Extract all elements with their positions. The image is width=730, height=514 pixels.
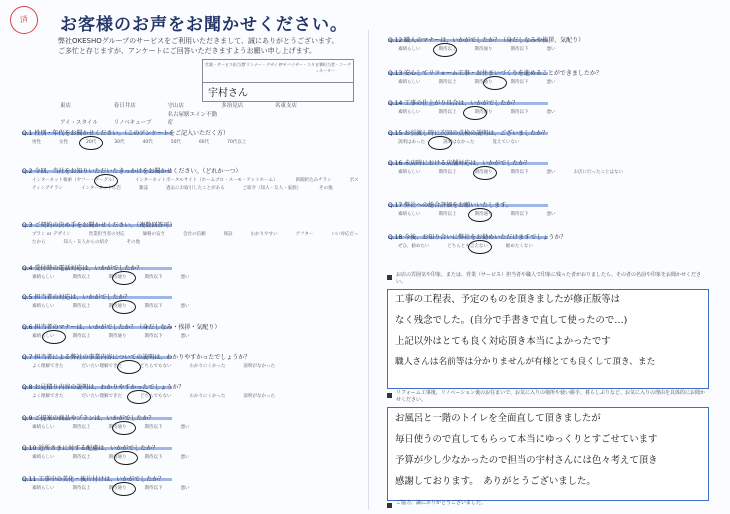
staff-label: 営業・サービス担当者 <box>205 62 245 67</box>
question-label: Q.6 担当者のマナーは、いかがでしたか？（身だしなみ・挨拶・気配り） <box>22 324 221 331</box>
handwritten-comment-2 <box>395 408 658 492</box>
comment-line: 感謝しております。 ありがとうございました。 <box>395 476 596 487</box>
question-label: Q.3 ご契約の決め手をお聞かせください。（複数回答可） <box>22 222 176 229</box>
answer-option[interactable]: 悪い <box>546 170 556 175</box>
answer-option[interactable]: 期待以下 <box>510 170 529 175</box>
handwritten-comment-1 <box>395 289 655 373</box>
answer-option[interactable]: 男性 <box>32 140 41 145</box>
answer-circle-mark <box>433 43 457 57</box>
bullet-marker <box>387 503 392 508</box>
completed-stamp: 済 <box>8 4 40 36</box>
answer-option[interactable]: 過去にお取引したことがある <box>166 186 225 191</box>
answer-option[interactable]: 期待以下 <box>144 304 163 309</box>
staff-label: プランナー・デザイナー <box>242 62 286 67</box>
question-label: Q.8 お見積り内容の説明は、わかりやすかったでしょうか？ <box>22 384 185 391</box>
answer-option[interactable]: 期待通り <box>474 47 493 52</box>
store-option[interactable]: アイ・スタイル <box>60 120 98 126</box>
answer-circle-mark <box>463 106 487 120</box>
question-label: Q.5 担当者の対応は、いかがでしたか？ <box>22 294 131 301</box>
handwritten-staff-name: 宇村さん <box>208 88 248 99</box>
answer-option[interactable]: ぜひ、勧めたい <box>398 244 430 249</box>
answer-option[interactable]: 会社の信頼 <box>183 232 206 237</box>
answer-option[interactable]: 期待以上 <box>72 486 91 491</box>
answer-circle-mark <box>473 166 497 180</box>
answer-options <box>32 363 293 371</box>
answer-option[interactable]: その他 <box>319 186 333 191</box>
answer-circle-mark <box>94 174 118 188</box>
intro-text <box>58 36 358 56</box>
comment-line: お風呂と一階のトイレを全面直して頂きましたが <box>395 413 601 424</box>
answer-option[interactable]: 説明はなかった <box>442 140 475 145</box>
answer-option[interactable]: 女性 <box>59 140 68 145</box>
comment-line: 上記以外はとても良く対応頂き本当によかったです <box>395 336 611 347</box>
answer-circle-mark <box>483 76 507 90</box>
answer-option[interactable]: 価格の安さ <box>142 232 166 237</box>
answer-option[interactable]: 期待以上 <box>438 80 457 85</box>
store-checklist <box>60 101 330 127</box>
answer-option[interactable]: 新聞折込みチラシ <box>295 178 332 183</box>
answer-option[interactable]: 説明はあった <box>398 140 425 145</box>
page-title: お客様のお声をお聞かせください。 <box>60 15 348 35</box>
answer-option[interactable]: 素晴らしい <box>398 47 421 52</box>
store-option[interactable]: 名古屋駅エイン不動産 <box>167 112 218 126</box>
intro-line-1: 弊社OKESHOグループのサービスをご利用いただきまして、誠にありがとうございます。 <box>58 37 339 45</box>
question-label: Q.2 今回、当社をお知りいただいたきっかけをお聞かせください。（どれか一つ） <box>22 168 242 175</box>
question-label: Q.12 職人のマナーは、いかがでしたか？（身だしなみや挨拶、気配り） <box>388 37 585 44</box>
answer-option[interactable]: 40代 <box>142 140 153 145</box>
answer-option[interactable]: 素晴らしい <box>32 275 55 280</box>
answer-option[interactable]: 知人・友人からの紹介 <box>63 240 109 245</box>
answer-option[interactable]: 70代以上 <box>227 140 247 145</box>
answer-option[interactable]: ポスティングチラシ <box>32 178 359 191</box>
answer-options <box>398 46 574 54</box>
answer-option[interactable]: その他 <box>126 240 140 245</box>
column-divider <box>368 30 369 510</box>
answer-option[interactable]: いい対応だったから <box>32 232 359 245</box>
answer-option[interactable]: インターネット検索（ヤフー・グーグル） <box>32 178 117 183</box>
answer-option[interactable]: 悪い <box>180 455 190 460</box>
question-label: Q.18 今後、お知り合いに弊社をお勧めいただけますでしょうか？ <box>388 234 567 241</box>
answer-circle-mark <box>127 390 151 404</box>
answer-circle-mark <box>468 208 492 222</box>
answer-option[interactable]: どちらとも言えない <box>447 244 488 249</box>
store-option[interactable]: リノベキューブ <box>113 120 152 126</box>
answer-option[interactable]: 期待以上 <box>72 304 91 309</box>
footer-thanks: ご協力、誠にありがとうございました。 <box>396 500 487 506</box>
question-label: Q.14 工事の仕上がり具合は、いかがでしたか？ <box>388 100 519 107</box>
answer-option[interactable]: お店に行ったことはない <box>573 170 623 175</box>
answer-option[interactable]: 悪い <box>180 304 190 309</box>
answer-option[interactable]: 期待以下 <box>144 425 163 430</box>
staff-label-row <box>202 59 354 83</box>
answer-option[interactable]: 素晴らしい <box>32 425 55 430</box>
answer-circle-mark <box>42 330 66 344</box>
bullet-marker <box>387 393 392 398</box>
question-label: Q.13 安心してリフォーム工事・お住まいづくりを進めることができましたか？ <box>388 70 602 77</box>
answer-option[interactable]: プラン or デザイン <box>32 232 71 237</box>
answer-option[interactable]: どちらでもない <box>140 364 172 369</box>
answer-circle-mark <box>112 271 136 285</box>
comment-line: 予算が少し少なかったので担当の宇村さんには色々考えて頂き <box>395 455 658 466</box>
question-label: Q.4 受付時の電話対応は、いかがでしたか？ <box>22 265 143 272</box>
answer-option[interactable]: 素晴らしい <box>398 110 421 115</box>
answer-option[interactable]: 期待通り <box>108 275 127 280</box>
answer-options <box>398 139 537 147</box>
store-option[interactable]: 名東支店 <box>275 103 298 109</box>
answer-option[interactable]: 期待通り <box>474 170 493 175</box>
answer-option[interactable]: 期待以下 <box>144 275 163 280</box>
answer-circle-mark <box>117 360 141 374</box>
staff-label: アドバイザー・スタッフ <box>279 62 323 67</box>
answer-option[interactable]: 説明がなかった <box>243 364 275 369</box>
answer-option[interactable]: 素晴らしい <box>398 212 421 217</box>
question-label: Q.16 未店時における店舗対応は、いかがでしたか？ <box>388 160 531 167</box>
answer-option[interactable]: 素晴らしい <box>398 170 421 175</box>
answer-option[interactable]: 悪い <box>180 275 190 280</box>
answer-option[interactable]: 素晴らしい <box>32 304 55 309</box>
question-label: Q.7 担当者による弊社の事業内容についての説明は、わかりやすかったでしょうか？ <box>22 354 251 361</box>
store-option[interactable]: 多治見店 <box>221 103 244 109</box>
answer-option[interactable]: 期待以上 <box>72 455 91 460</box>
answer-options <box>32 139 264 147</box>
staff-label: 工事担当者・コーディネーター <box>315 62 351 73</box>
store-option[interactable]: 東店 <box>60 103 72 109</box>
question-label: Q.10 近所さまに対する配慮は、いかがでしたか？ <box>22 445 159 452</box>
answer-options <box>398 169 641 177</box>
answer-option[interactable]: どちらでもない <box>140 394 172 399</box>
answer-option[interactable]: 期待通り <box>108 334 127 339</box>
answer-circle-mark <box>114 451 138 465</box>
answer-option[interactable]: 期待通り <box>108 486 127 491</box>
answer-option[interactable]: 期待通り <box>108 425 127 430</box>
store-option[interactable]: 守山店 <box>167 103 185 109</box>
answer-option[interactable]: 期待以上 <box>72 275 91 280</box>
answer-circle-mark <box>428 136 452 150</box>
answer-option[interactable]: 素晴らしい <box>32 455 55 460</box>
answer-option[interactable]: 説明がなかった <box>243 394 275 399</box>
answer-option[interactable]: わかりにくかった <box>189 394 226 399</box>
answer-option[interactable]: 素晴らしい <box>32 486 55 491</box>
answer-option[interactable]: 期待通り <box>474 80 493 85</box>
answer-option[interactable]: 期待以下 <box>510 80 529 85</box>
question-label: Q.1 性別・年代をお聞かせください。（このアンケートをご記入いただく方） <box>22 130 229 137</box>
answer-option[interactable]: 期待以上 <box>72 334 91 339</box>
answer-option[interactable]: インターネット広告 <box>81 186 122 191</box>
answer-option[interactable]: 保証 <box>223 232 233 237</box>
answer-option[interactable]: だいたい理解できた <box>81 394 122 399</box>
store-option[interactable]: 春日井店 <box>113 103 136 109</box>
answer-option[interactable]: 期待以上 <box>438 170 457 175</box>
answer-option[interactable]: 期待以下 <box>144 334 163 339</box>
answer-option[interactable]: 悪い <box>180 425 190 430</box>
answer-option[interactable]: よく理解できた <box>32 394 64 399</box>
answer-option[interactable]: 期待通り <box>108 455 127 460</box>
answer-option[interactable]: 覚えていない <box>492 140 520 145</box>
answer-option[interactable]: 悪い <box>546 80 556 85</box>
question-label: Q.9 ご提案の商品やプランは、いかがでしたか？ <box>22 415 155 422</box>
answer-circle-mark <box>112 300 136 314</box>
question-label: Q.17 弊社への総合評価をお願いいたします。 <box>388 202 512 209</box>
answer-option[interactable]: 20代 <box>86 140 97 145</box>
answer-option[interactable]: 勧めたくない <box>505 244 533 249</box>
answer-option[interactable]: 期待以下 <box>144 455 163 460</box>
answer-option[interactable]: 素晴らしい <box>32 334 55 339</box>
answer-option[interactable]: 期待以下 <box>510 47 529 52</box>
answer-option[interactable]: 30代 <box>114 140 125 145</box>
answer-option[interactable]: 50代 <box>170 140 181 145</box>
answer-option[interactable]: 雑誌 <box>139 186 149 191</box>
comment-prompt-2: リフォーム工事後、リノベーション後のお住まいで、お気に入りの場所や使い勝手、暮らしぶりなど、お気に入りの理由を具体的にお聞かせください。 <box>396 390 706 403</box>
answer-option[interactable]: 期待以下 <box>144 486 163 491</box>
answer-option[interactable]: 期待以下 <box>510 212 529 217</box>
comment-line: なく残念でした。(自分で手書きで直して使ったので…) <box>395 315 628 326</box>
answer-option[interactable]: 期待以上 <box>72 425 91 430</box>
answer-options <box>32 177 362 193</box>
question-label: Q.15 お引渡し時に次回の点検の説明は、ございましたか？ <box>388 130 549 137</box>
answer-option[interactable]: 期待通り <box>474 110 493 115</box>
answer-option[interactable]: 悪い <box>180 486 190 491</box>
bullet-marker <box>387 275 392 280</box>
answer-option[interactable]: ご紹介（知人・友人・家族） <box>242 186 302 191</box>
answer-option[interactable]: 悪い <box>546 47 556 52</box>
answer-option[interactable]: アフター <box>295 232 314 237</box>
answer-option[interactable]: 営業担当者の対応 <box>88 232 125 237</box>
answer-option[interactable]: 期待以上 <box>438 110 457 115</box>
comment-line: 工事の工程表、予定のものを頂きましたが修正版等は <box>395 294 621 305</box>
comment-prompt-1: お店の雰囲気や印象、または、営業（サービス）担当者や職人で印象に残った者がおりましたら、その者の名前や印象をお聞かせください。 <box>396 272 702 285</box>
comment-line: 職人さんは名前等は分かりませんが有様とても良くして頂き、また <box>395 357 656 367</box>
answer-circle-mark <box>79 136 103 150</box>
answer-option[interactable]: 期待以上 <box>438 47 457 52</box>
answer-option[interactable]: わかりにくかった <box>189 364 226 369</box>
answer-options <box>32 393 293 401</box>
answer-circle-mark <box>468 240 492 254</box>
question-label: Q.11 工事中の美化・後片付けは、いかがでしたか？ <box>22 476 165 483</box>
answer-option[interactable]: 素晴らしい <box>398 80 421 85</box>
answer-option[interactable]: だいたい理解できた <box>81 364 122 369</box>
answer-option[interactable]: 悪い <box>546 110 556 115</box>
answer-option[interactable]: 期待通り <box>108 304 127 309</box>
answer-option[interactable]: よく理解できた <box>32 364 64 369</box>
answer-option[interactable]: 悪い <box>546 212 556 217</box>
answer-options <box>32 231 362 247</box>
intro-line-2: ご多忙と存じますが、アンケートにご回答いただきますようお願い申し上げます。 <box>58 47 317 55</box>
answer-option[interactable]: インターネットポータルサイト（ホームプロ・スーモ・アットホーム） <box>134 178 278 183</box>
answer-option[interactable]: わかりやすい <box>250 232 278 237</box>
answer-circle-mark <box>112 482 136 496</box>
answer-option[interactable]: 期待以下 <box>510 110 529 115</box>
answer-option[interactable]: 期待以上 <box>438 212 457 217</box>
answer-option[interactable]: 期待通り <box>474 212 493 217</box>
answer-circle-mark <box>112 421 136 435</box>
answer-option[interactable]: 60代 <box>198 140 210 145</box>
answer-option[interactable]: 悪い <box>180 334 190 339</box>
comment-line: 毎日使うので直してもらって本当にゆっくりとすごせています <box>395 434 658 445</box>
